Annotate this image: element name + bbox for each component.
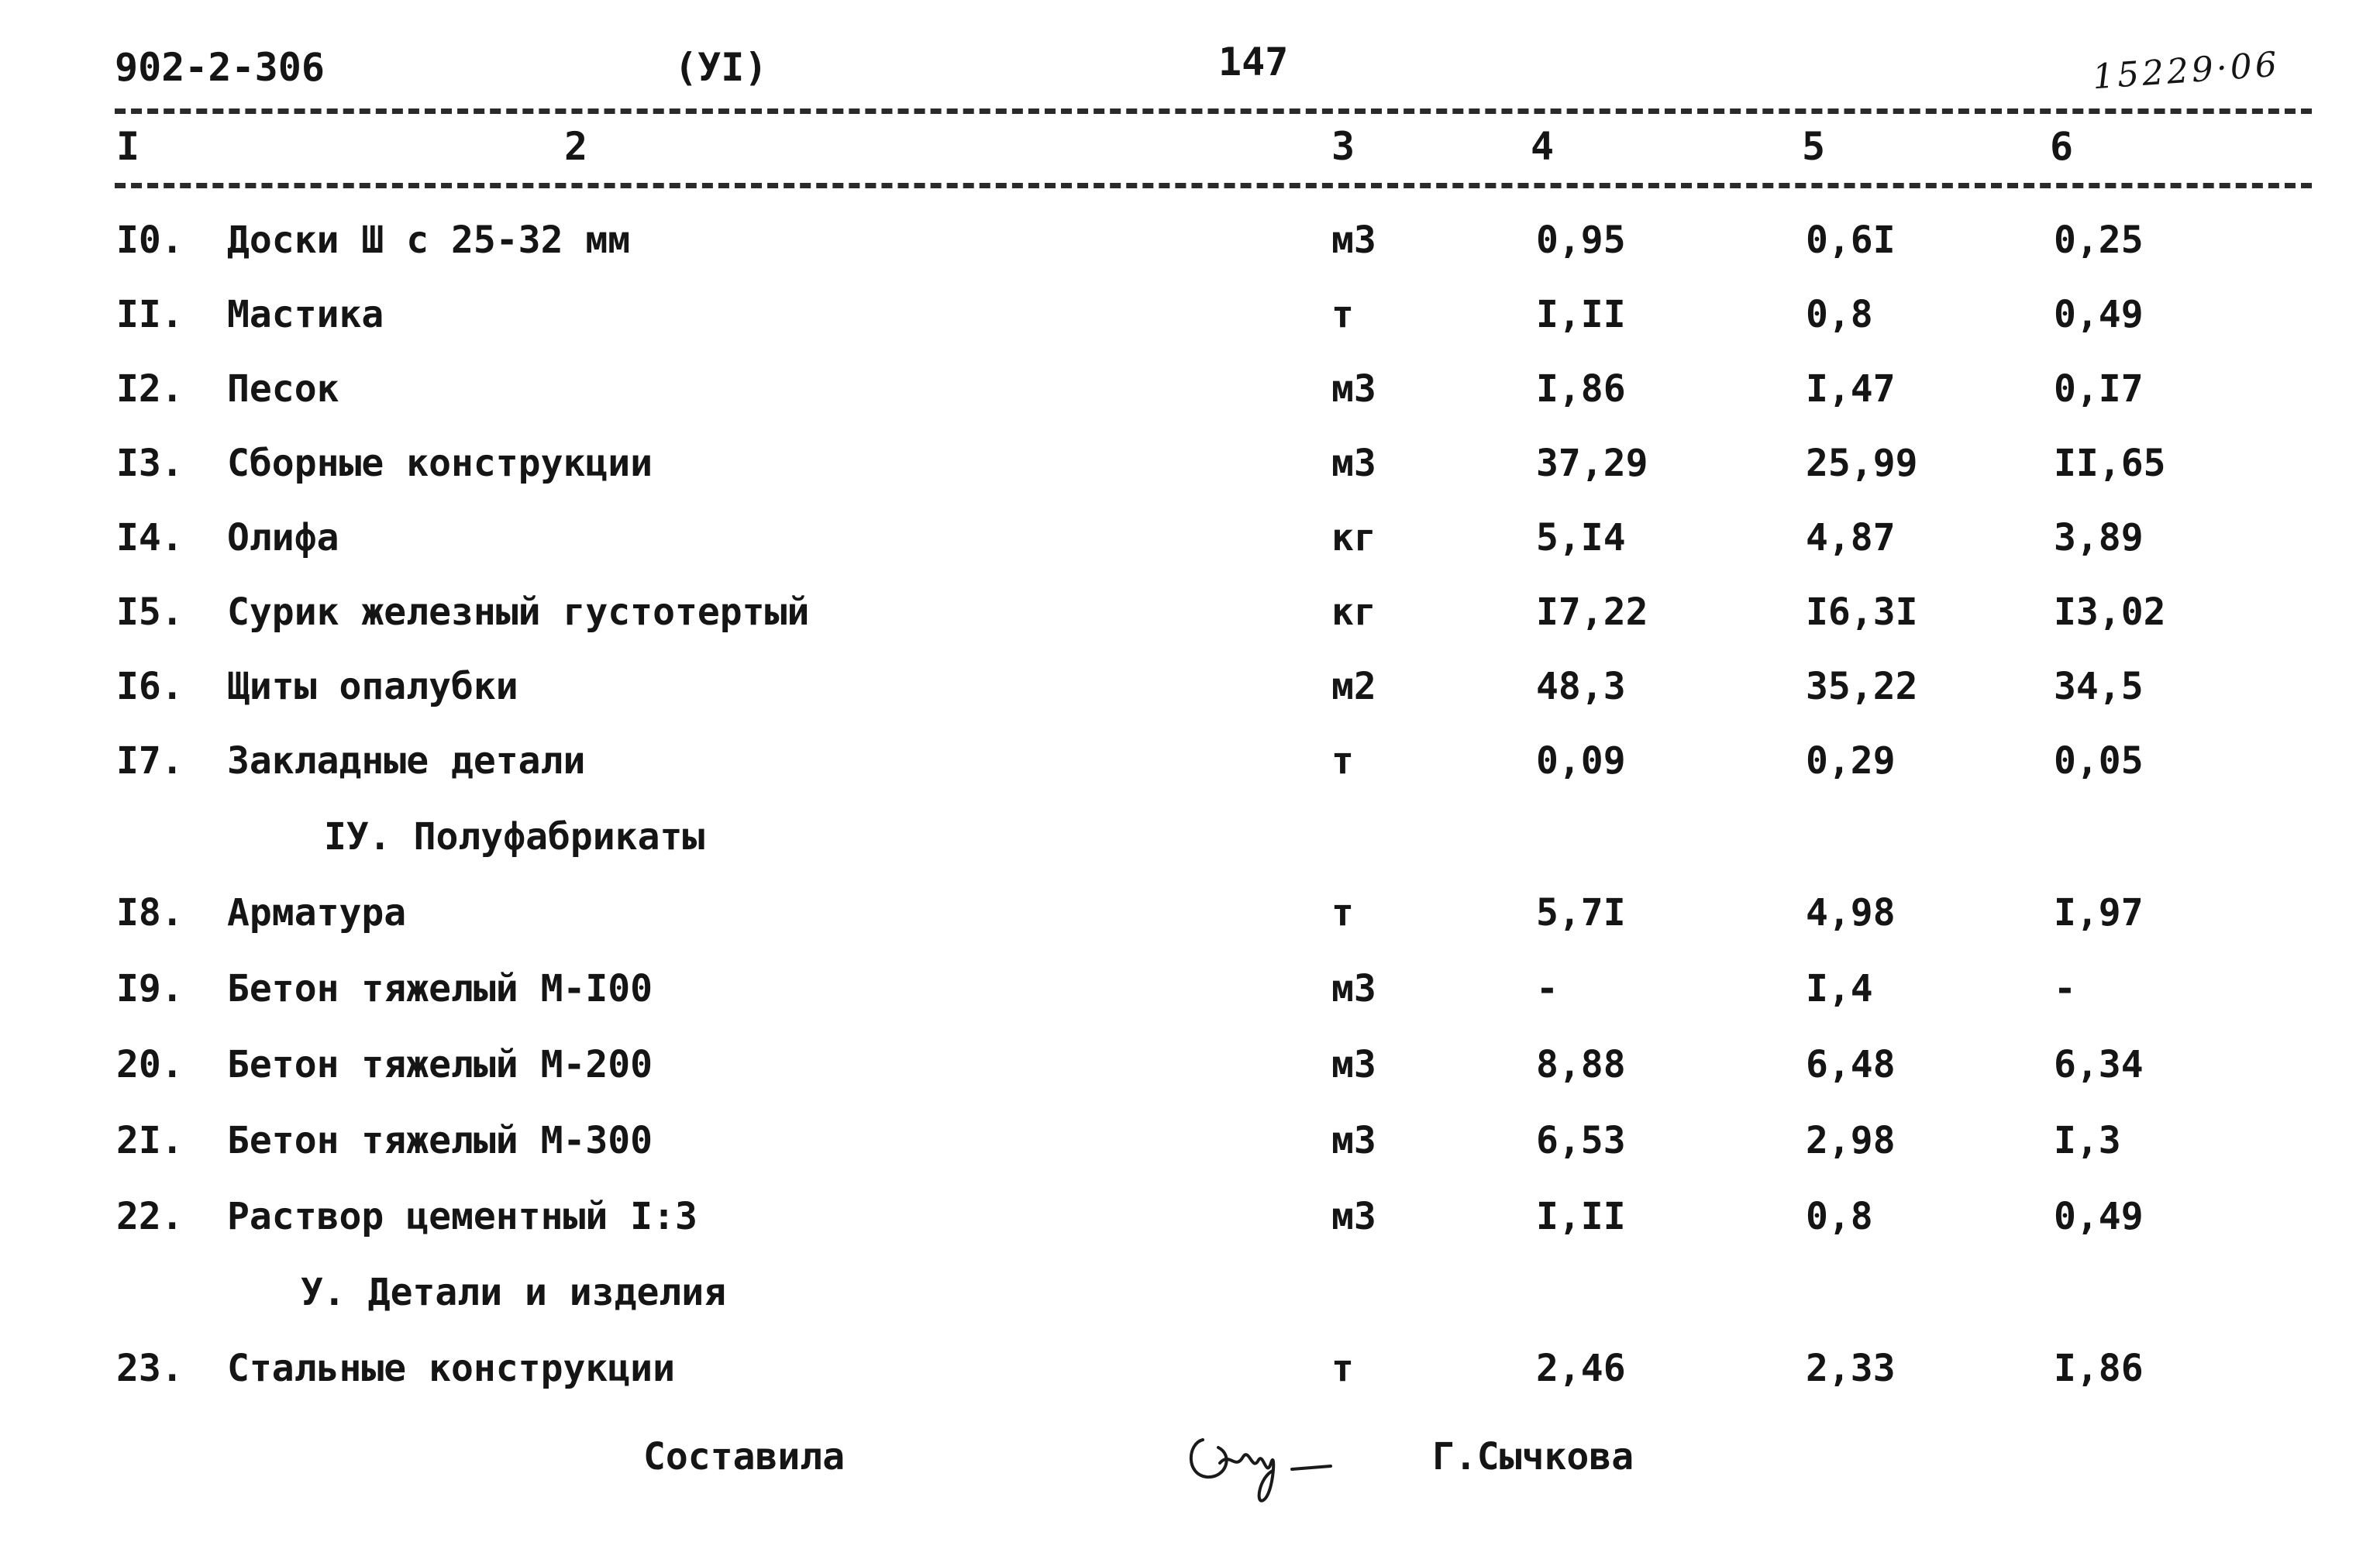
unit: т	[1331, 293, 1354, 336]
value-col4: I,86	[1536, 367, 1626, 411]
section-title: IУ. Полуфабрикаты	[324, 815, 705, 859]
row-number: II.	[116, 293, 184, 336]
table-row	[0, 293, 2380, 347]
value-col6: II,65	[2054, 442, 2166, 485]
material-name: Раствор цементный I:3	[227, 1195, 697, 1238]
unit: м3	[1331, 1119, 1376, 1162]
value-col6: 0,49	[2054, 1195, 2144, 1238]
table-row	[0, 516, 2380, 570]
table-row	[0, 665, 2380, 719]
unit: кг	[1331, 590, 1376, 634]
unit: т	[1331, 1347, 1354, 1390]
value-col4: 0,95	[1536, 219, 1626, 262]
value-col5: 0,8	[1806, 293, 1873, 336]
material-name: Закладные детали	[227, 739, 586, 783]
unit: т	[1331, 891, 1354, 935]
table-row	[0, 219, 2380, 273]
compiled-by-label: Составила	[643, 1435, 846, 1479]
compiler-name: Г.Сычкова	[1432, 1435, 1634, 1479]
unit: т	[1331, 739, 1354, 783]
value-col4: 2,46	[1536, 1347, 1626, 1390]
row-number: 23.	[116, 1347, 184, 1390]
material-name: Арматура	[227, 891, 407, 935]
row-number: I2.	[116, 367, 184, 411]
value-col6: 3,89	[2054, 516, 2144, 559]
value-col5: 25,99	[1806, 442, 1918, 485]
value-col5: 35,22	[1806, 665, 1918, 708]
value-col4: 48,3	[1536, 665, 1626, 708]
dashed-rule-top	[115, 108, 2312, 114]
archive-number: 15229·06	[2091, 44, 2282, 98]
row-number: I9.	[116, 967, 184, 1010]
value-col6: 0,49	[2054, 293, 2144, 336]
value-col5: 2,98	[1806, 1119, 1896, 1162]
row-number: 22.	[116, 1195, 184, 1238]
page-number: 147	[1218, 40, 1289, 84]
section-heading	[0, 815, 2380, 869]
material-name: Стальные конструкции	[227, 1347, 675, 1390]
column-number-4: 4	[1531, 124, 1555, 169]
material-name: Олифа	[227, 516, 339, 559]
unit: м3	[1331, 1195, 1376, 1238]
table-row	[0, 590, 2380, 645]
row-number: I6.	[116, 665, 184, 708]
value-col4: 6,53	[1536, 1119, 1626, 1162]
table-row	[0, 1195, 2380, 1249]
value-col6: I,97	[2054, 891, 2144, 935]
section-title: У. Детали и изделия	[301, 1271, 727, 1314]
row-number: I7.	[116, 739, 184, 783]
table-row	[0, 739, 2380, 793]
row-number: I4.	[116, 516, 184, 559]
doc-code: 902-2-306	[115, 45, 325, 90]
table-row	[0, 442, 2380, 496]
column-number-row	[0, 124, 2380, 170]
unit: м3	[1331, 219, 1376, 262]
table-row	[0, 1347, 2380, 1401]
dashed-rule-bottom	[115, 183, 2312, 188]
column-number-3: 3	[1331, 124, 1355, 169]
column-number-1: I	[116, 124, 140, 169]
value-col5: I,47	[1806, 367, 1896, 411]
table-row	[0, 967, 2380, 1021]
section-heading	[0, 1271, 2380, 1325]
value-col5: 4,98	[1806, 891, 1896, 935]
value-col4: 37,29	[1536, 442, 1648, 485]
table-row	[0, 1043, 2380, 1097]
material-name: Щиты опалубки	[227, 665, 518, 708]
unit: м3	[1331, 367, 1376, 411]
value-col5: 4,87	[1806, 516, 1896, 559]
handwritten-signature	[1172, 1409, 1342, 1510]
value-col4: I,II	[1536, 293, 1626, 336]
material-name: Песок	[227, 367, 339, 411]
column-number-2: 2	[564, 124, 588, 169]
table-row	[0, 1119, 2380, 1173]
value-col5: I,4	[1806, 967, 1873, 1010]
value-col6: I3,02	[2054, 590, 2166, 634]
value-col6: -	[2054, 967, 2076, 1010]
value-col5: 0,6I	[1806, 219, 1896, 262]
value-col5: 0,8	[1806, 1195, 1873, 1238]
row-number: I5.	[116, 590, 184, 634]
row-number: I8.	[116, 891, 184, 935]
value-col5: 6,48	[1806, 1043, 1896, 1086]
value-col5: I6,3I	[1806, 590, 1918, 634]
value-col4: I,II	[1536, 1195, 1626, 1238]
value-col4: I7,22	[1536, 590, 1648, 634]
table-row	[0, 891, 2380, 945]
value-col6: 0,05	[2054, 739, 2144, 783]
table-row	[0, 367, 2380, 422]
value-col6: 34,5	[2054, 665, 2144, 708]
value-col6: 0,I7	[2054, 367, 2144, 411]
material-name: Бетон тяжелый М-200	[227, 1043, 653, 1086]
material-name: Доски Ш с 25-32 мм	[227, 219, 631, 262]
row-number: 2I.	[116, 1119, 184, 1162]
material-name: Сборные конструкции	[227, 442, 653, 485]
material-name: Сурик железный густотертый	[227, 590, 810, 634]
material-name: Бетон тяжелый М-300	[227, 1119, 653, 1162]
row-number: I0.	[116, 219, 184, 262]
row-number: I3.	[116, 442, 184, 485]
value-col6: 0,25	[2054, 219, 2144, 262]
unit: м3	[1331, 442, 1376, 485]
material-name: Бетон тяжелый М-I00	[227, 967, 653, 1010]
value-col5: 0,29	[1806, 739, 1896, 783]
value-col4: 0,09	[1536, 739, 1626, 783]
part-label: (УI)	[674, 45, 768, 90]
value-col4: 8,88	[1536, 1043, 1626, 1086]
material-name: Мастика	[227, 293, 384, 336]
value-col4: -	[1536, 967, 1559, 1010]
value-col5: 2,33	[1806, 1347, 1896, 1390]
column-number-5: 5	[1802, 124, 1826, 169]
value-col6: I,3	[2054, 1119, 2121, 1162]
value-col4: 5,I4	[1536, 516, 1626, 559]
unit: м3	[1331, 967, 1376, 1010]
column-number-6: 6	[2050, 124, 2074, 169]
value-col4: 5,7I	[1536, 891, 1626, 935]
unit: м3	[1331, 1043, 1376, 1086]
row-number: 20.	[116, 1043, 184, 1086]
unit: м2	[1331, 665, 1376, 708]
value-col6: I,86	[2054, 1347, 2144, 1390]
value-col6: 6,34	[2054, 1043, 2144, 1086]
unit: кг	[1331, 516, 1376, 559]
